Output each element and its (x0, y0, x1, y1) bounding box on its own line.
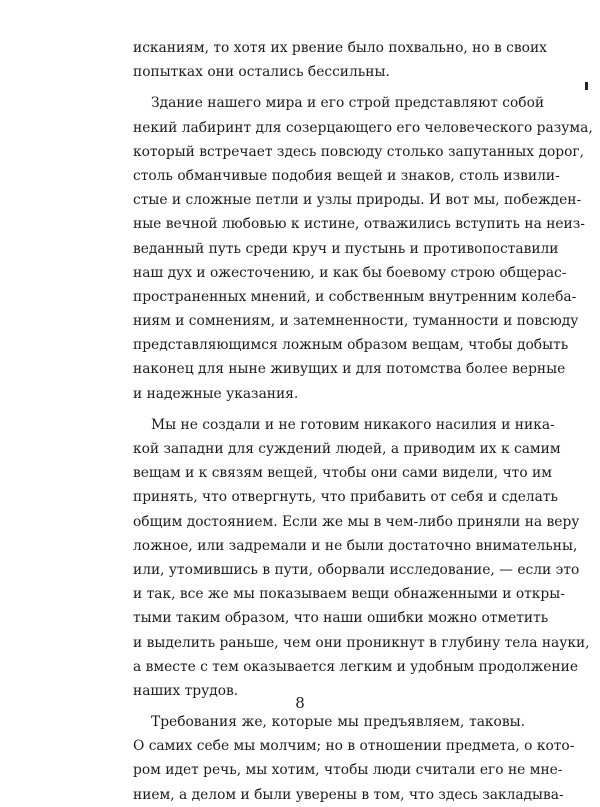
text-line: или, утомившись в пути, оборвали исследование, — если это (133, 561, 580, 578)
margin-mark (585, 82, 588, 90)
text-line: ром идет речь, мы хотим, чтобы люди считали его не мне- (133, 762, 563, 779)
text-line: тыми таким образом, что наши ошибки можно отметить (133, 610, 549, 627)
text-line: и так, все же мы показываем вещи обнаженными и откры- (133, 586, 565, 603)
paragraph-gap (133, 406, 525, 413)
text-line: Мы не создали и не готовим никакого насилия и ника- (151, 416, 555, 433)
text-line: столь обманчивые подобия вещей и знаков, столь извили- (133, 167, 560, 184)
text-line: а вместе с тем оказывается легким и удобным продолжение (133, 658, 578, 675)
text-line: наш дух и ожесточению, и как бы боевому строю общерас- (133, 264, 567, 281)
text-line: ниям и сомнениям, и затемненности, туманности и повсюду (133, 313, 579, 330)
text-line: ные вечной любовью к истине, отважились вступить на неиз- (133, 216, 585, 233)
text-line: некий лабиринт для созерцающего его человеческого разума, (133, 119, 593, 136)
text-line: представляющимся ложным образом вещам, чтобы добыть (133, 337, 569, 354)
text-line: нием, а делом и были уверены в том, что здесь закладыва- (133, 786, 564, 803)
text-line: наконец для ныне живущих и для потомства более верные (133, 361, 566, 378)
text-line: О самих себе мы молчим; но в отношении предмета, о кото- (133, 738, 575, 755)
text-line: и надежные указания. (133, 385, 299, 402)
paragraph (133, 36, 547, 84)
text-line: Здание нашего мира и его строй представляют собой (151, 95, 545, 112)
text-line: вещам и к связям вещей, чтобы они сами видели, что им (133, 465, 552, 482)
text-line: общим достоянием. Если же мы в чем-либо приняли на веру (133, 513, 580, 530)
paragraph (133, 91, 593, 405)
text-line: который встречает здесь повсюду столько запутанных дорог, (133, 143, 585, 160)
text-line: ложное, или задремали и не были достаточно внимательны, (133, 537, 578, 554)
text-line: пространенных мнений, и собственным внутренним колеба- (133, 288, 577, 305)
paragraph (133, 413, 590, 703)
paragraph (133, 710, 575, 807)
text-line: наших трудов. (133, 682, 239, 699)
text-line: принять, что отвергнуть, что прибавить от себя и сделать (133, 489, 559, 506)
text-line: стые и сложные петли и узлы природы. И вот мы, побежден- (133, 192, 582, 209)
text-line: и выделить раньше, чем они проникнут в глубину тела науки, (133, 634, 590, 651)
text-line: Требования же, которые мы предъявляем, таковы. (151, 714, 525, 731)
body-text (133, 36, 593, 807)
page-number: 8 (295, 694, 305, 712)
text-line: кой западни для суждений людей, а приводим их к самим (133, 441, 561, 457)
text-line: попытках они остались бессильны. (133, 64, 390, 81)
text-line: исканиям, то хотя их рвение было похвально, но в своих (133, 40, 547, 56)
paragraph-gap (133, 84, 525, 91)
text-line: веданный путь среди круч и пустынь и противопоставили (133, 240, 559, 257)
